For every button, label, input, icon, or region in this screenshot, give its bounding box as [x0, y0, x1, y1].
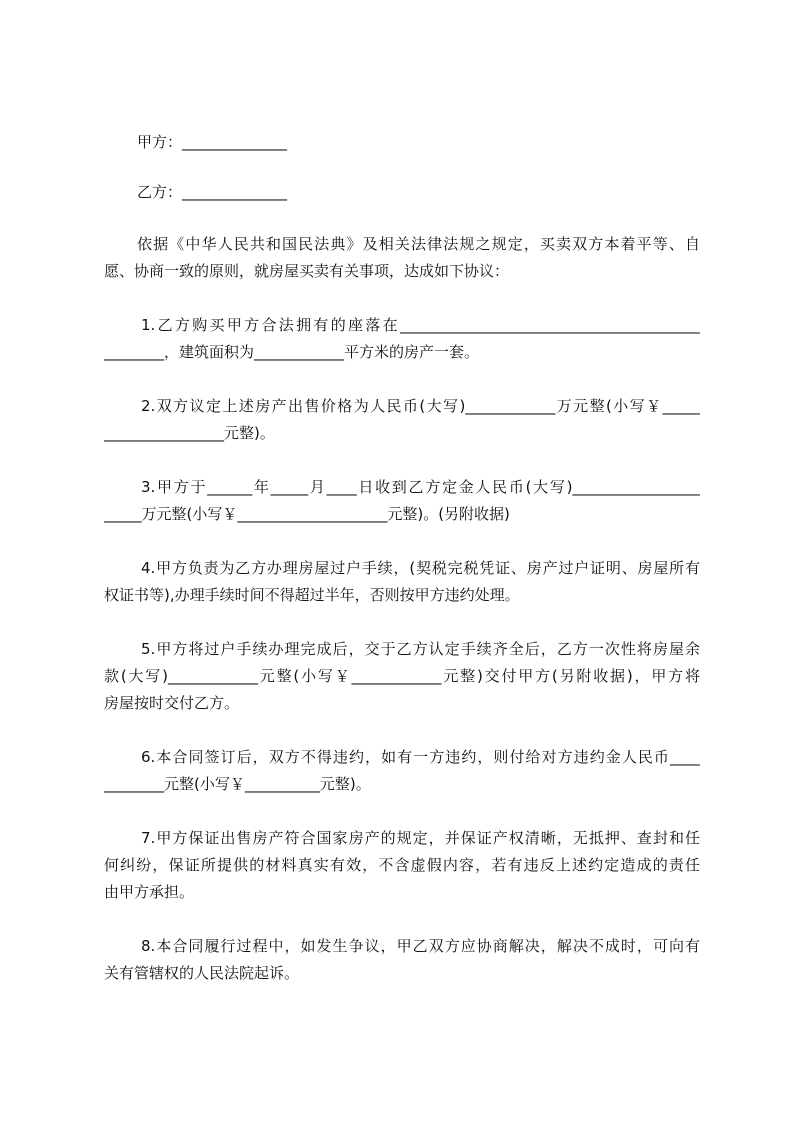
- intro-line-2: 愿、协商一致的原则，就房屋买卖有关事项，达成如下协议：: [104, 262, 510, 280]
- clause-8-line-1: 8.本合同履行过程中，如发生争议，甲乙双方应协商解决，解决不成时，可向有: [141, 937, 700, 955]
- contract-body: [104, 129, 700, 987]
- clause-7: [104, 825, 700, 906]
- clause-5-line-3: 房屋按时交付乙方。: [104, 694, 240, 712]
- clause-5: [104, 636, 700, 717]
- party-a-line: 甲方：______________: [137, 133, 288, 151]
- clause-2: [104, 393, 700, 447]
- clause-3-line-1: 3.甲方于______年_____月____日收到乙方定金人民币(大写)_________________: [141, 478, 700, 496]
- clause-8-line-2: 关有管辖权的人民法院起诉。: [104, 964, 300, 982]
- party-b-line: 乙方：______________: [137, 183, 288, 201]
- clause-3: [104, 474, 700, 528]
- clause-1: [104, 312, 700, 366]
- clause-4: [104, 555, 700, 609]
- clause-6-line-1: 6.本合同签订后，双方不得违约，如有一方违约，则付给对方违约金人民币____: [141, 748, 700, 766]
- clause-7-line-1: 7.甲方保证出售房产符合国家房产的规定，并保证产权清晰，无抵押、查封和任: [141, 829, 700, 847]
- clause-7-line-2: 何纠纷，保证所提供的材料真实有效，不含虚假内容，若有违反上述约定造成的责任: [104, 856, 700, 874]
- party-b: [104, 179, 700, 206]
- clause-2-line-2: ________________元整)。: [104, 424, 275, 442]
- clause-1-line-2: ________，建筑面积为____________平方米的房产一套。: [104, 343, 480, 361]
- clause-3-line-2: _____万元整(小写￥____________________元整)。(另附收据): [104, 505, 510, 523]
- clause-4-line-2: 权证书等),办理手续时间不得超过半年，否则按甲方违约处理。: [104, 586, 520, 604]
- clause-6: [104, 744, 700, 798]
- clause-5-line-1: 5.甲方将过户手续办理完成后，交于乙方认定手续齐全后，乙方一次性将房屋余: [141, 640, 700, 658]
- party-a: [104, 129, 700, 156]
- clause-2-line-1: 2.双方议定上述房产出售价格为人民币(大写)____________万元整(小写￥_____: [141, 397, 700, 415]
- intro-line-1: 依据《中华人民共和国民法典》及相关法律法规之规定，买卖双方本着平等、自: [137, 235, 700, 253]
- clause-8: [104, 933, 700, 987]
- clause-6-line-2: ________元整(小写￥__________元整)。: [104, 775, 371, 793]
- intro-paragraph: [104, 231, 700, 285]
- clause-7-line-3: 由甲方承担。: [104, 883, 195, 901]
- clause-4-line-1: 4.甲方负责为乙方办理房屋过户手续，(契税完税凭证、房产过户证明、房屋所有: [141, 559, 700, 577]
- clause-5-line-2: 款(大写)____________元整(小写￥____________元整)交付甲方(另附收据)，甲方将: [104, 667, 700, 685]
- clause-1-line-1: 1.乙方购买甲方合法拥有的座落在________________________________________: [141, 316, 700, 334]
